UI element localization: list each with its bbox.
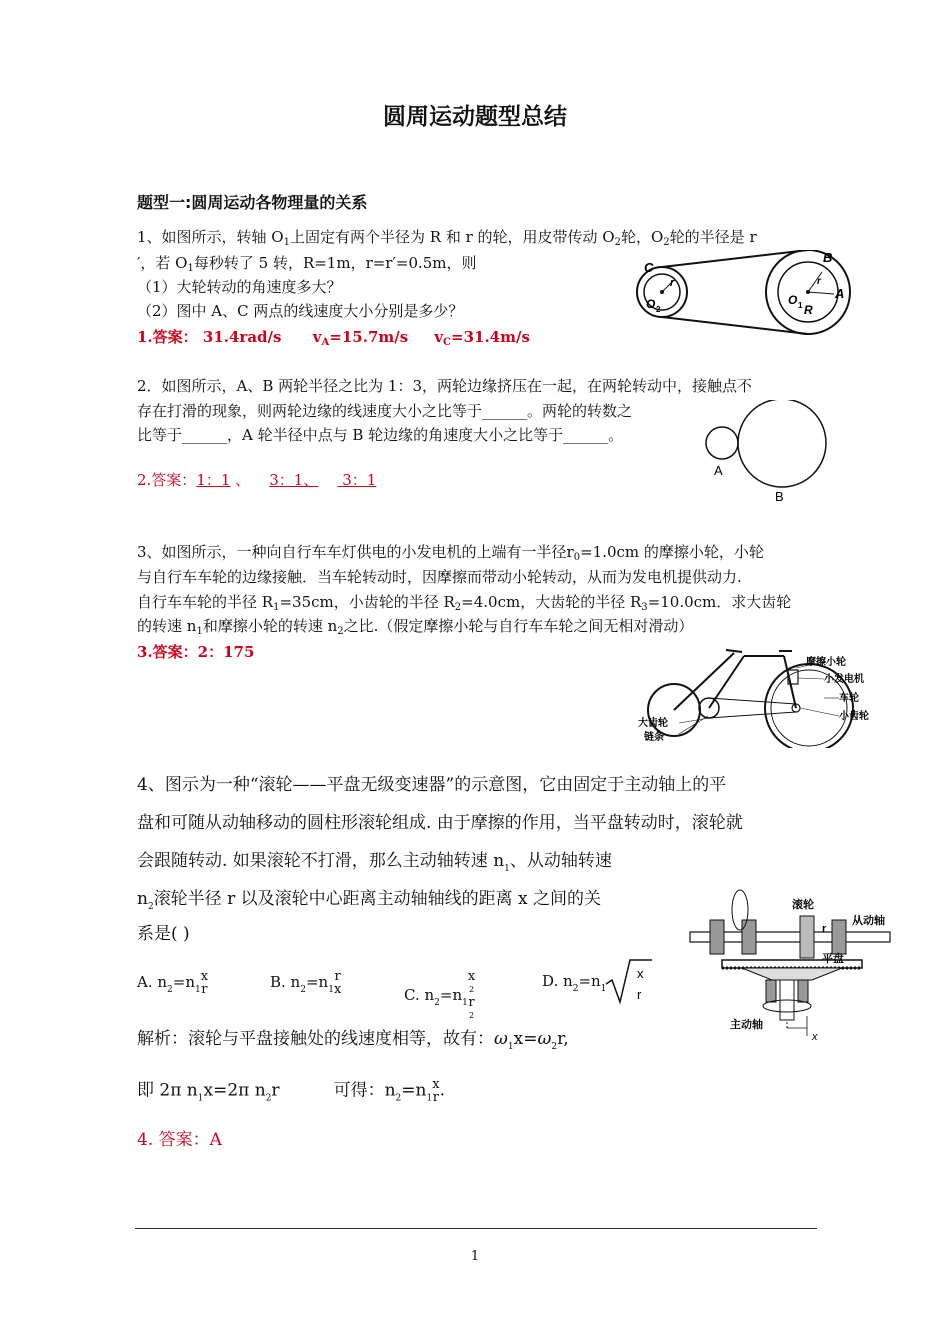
label-r-small: r (670, 277, 675, 289)
label-big-r: R (804, 303, 813, 317)
svg-text:r: r (637, 987, 642, 1002)
two-wheel-figure (700, 400, 830, 505)
q4-line4: $n_2$滚轮半径 r 以及滚轮中心距离主动轴轴线的距离 x 之间的关 (137, 889, 602, 912)
label-c: C (644, 260, 654, 275)
analysis-line1: 解析：滚轮与平盘接触处的线速度相等，故有：$\omega_1x=\omega_2r$, (137, 1029, 569, 1052)
q1-answer: 1.答案： 31.4rad/s $v_A=15.7m/s$ $v_C=31.4m/s$ (137, 328, 530, 348)
page-title: 圆周运动题型总结 (383, 104, 567, 130)
option-c: C. $n_2=n_1$ x 2 r 2 (404, 969, 476, 1020)
belt-pulley-figure (632, 250, 852, 340)
q2-line2: 存在打滑的现象，则两轮边缘的线速度大小之比等于______。两轮的转数之 (137, 402, 633, 420)
label-b: B (775, 489, 784, 504)
option-b: B. $n_2=n_1$ r x (270, 969, 342, 997)
q1-line1: 1、如图所示，转轴 $O_1$上固定有两个半径为 R 和 r 的轮，用皮带传动 $O_2$轮，$O_2$轮的半径是 r (137, 228, 757, 248)
label-big-gear: 大齿轮 (638, 718, 668, 729)
label-a: A (835, 286, 845, 301)
q1-part1: （1）大轮转动的角速度多大？ (137, 278, 342, 296)
footer-divider (135, 1228, 817, 1229)
q3-line4: 的转速 $n_1$和摩擦小轮的转速 $n_2$之比.（假定摩擦小轮与自行车车轮之间无相对滑动） (137, 617, 694, 637)
q1-part2: （2）图中 A、C 两点的线速度大小分别是多少？ (137, 302, 464, 320)
label-o1: O (788, 293, 798, 307)
q4-line1: 4、图示为一种“滚轮——平盘无级变速器”的示意图，它由固定于主动轴上的平 (137, 775, 727, 795)
variator-figure (682, 880, 912, 1040)
label-r: r (822, 923, 827, 935)
bicycle-generator-figure (634, 648, 874, 748)
label-roller: 滚轮 (792, 899, 814, 911)
label-main-shaft: 主动轴 (730, 1019, 763, 1031)
analysis-line2: 即 2π $n_1x=2\pi$ $n_2r$ 可得：$n_2=n_1$ x r . (137, 1077, 445, 1105)
section-heading: 题型一:圆周运动各物理量的关系 (137, 193, 368, 212)
option-d: D. $n_2=n_1$ (542, 972, 607, 994)
q3-line2: 与自行车车轮的边缘接触．当车轮转动时，因摩擦而带动小轮转动，从而为发电机提供动力. (137, 568, 742, 586)
label-driven-shaft: 从动轴 (852, 915, 885, 927)
q4-line3: 会跟随转动. 如果滚轮不打滑，那么主动轴转速 $n_1$、从动轴转速 (137, 851, 612, 874)
q4-line2: 盘和可随从动轴移动的圆柱形滚轮组成. 由于摩擦的作用，当平盘转动时，滚轮就 (137, 813, 743, 833)
option-a: A. $n_2=n_1$ x r (137, 969, 209, 997)
q1-line2: ′，若 $O_1$每秒转了 5 转，R=1m，r=r′=0.5m，则 (137, 254, 477, 274)
label-wheel: 车轮 (839, 693, 859, 704)
label-generator: 小发电机 (824, 674, 864, 685)
q2-answer: 2.答案：1：1 、 3：1、 3：1 (137, 471, 377, 489)
label-small-gear: 小齿轮 (839, 711, 869, 722)
sqrt-sign (604, 956, 654, 1006)
svg-text:x: x (637, 966, 644, 981)
label-b: B (823, 250, 833, 265)
label-x: x (812, 1031, 818, 1040)
q3-line1: 3、如图所示，一种向自行车车灯供电的小发电机的上端有一半径$r_0=1.0cm$ 的摩擦小轮，小轮 (137, 543, 764, 563)
q2-line3: 比等于______，A 轮半径中点与 B 轮边缘的角速度大小之比等于______。 (137, 426, 624, 444)
label-o2: O (646, 297, 656, 311)
label-a: A (714, 463, 723, 478)
label-o2-sub: 2 (656, 305, 661, 314)
label-disc: 平盘 (822, 953, 844, 965)
label-r-inner: r (817, 276, 821, 287)
q4-answer: 4. 答案：A (137, 1130, 222, 1150)
q4-line5: 系是( ) (137, 924, 190, 944)
q3-answer: 3.答案：2：175 (137, 643, 255, 661)
page-number: 1 (470, 1249, 480, 1264)
label-friction-wheel: 摩擦小轮 (806, 657, 846, 668)
label-chain: 链条 (644, 732, 664, 743)
label-o1-sub: 1 (798, 301, 803, 310)
q2-line1: 2．如图所示，A、B 两轮半径之比为 1：3，两轮边缘挤压在一起，在两轮转动中，接触点不 (137, 377, 753, 395)
q3-line3: 自行车车轮的半径 $R_1=35cm$，小齿轮的半径 $R_2=4.0cm$，大齿轮的半径 $R_3=10.0cm$．求大齿轮 (137, 593, 792, 613)
